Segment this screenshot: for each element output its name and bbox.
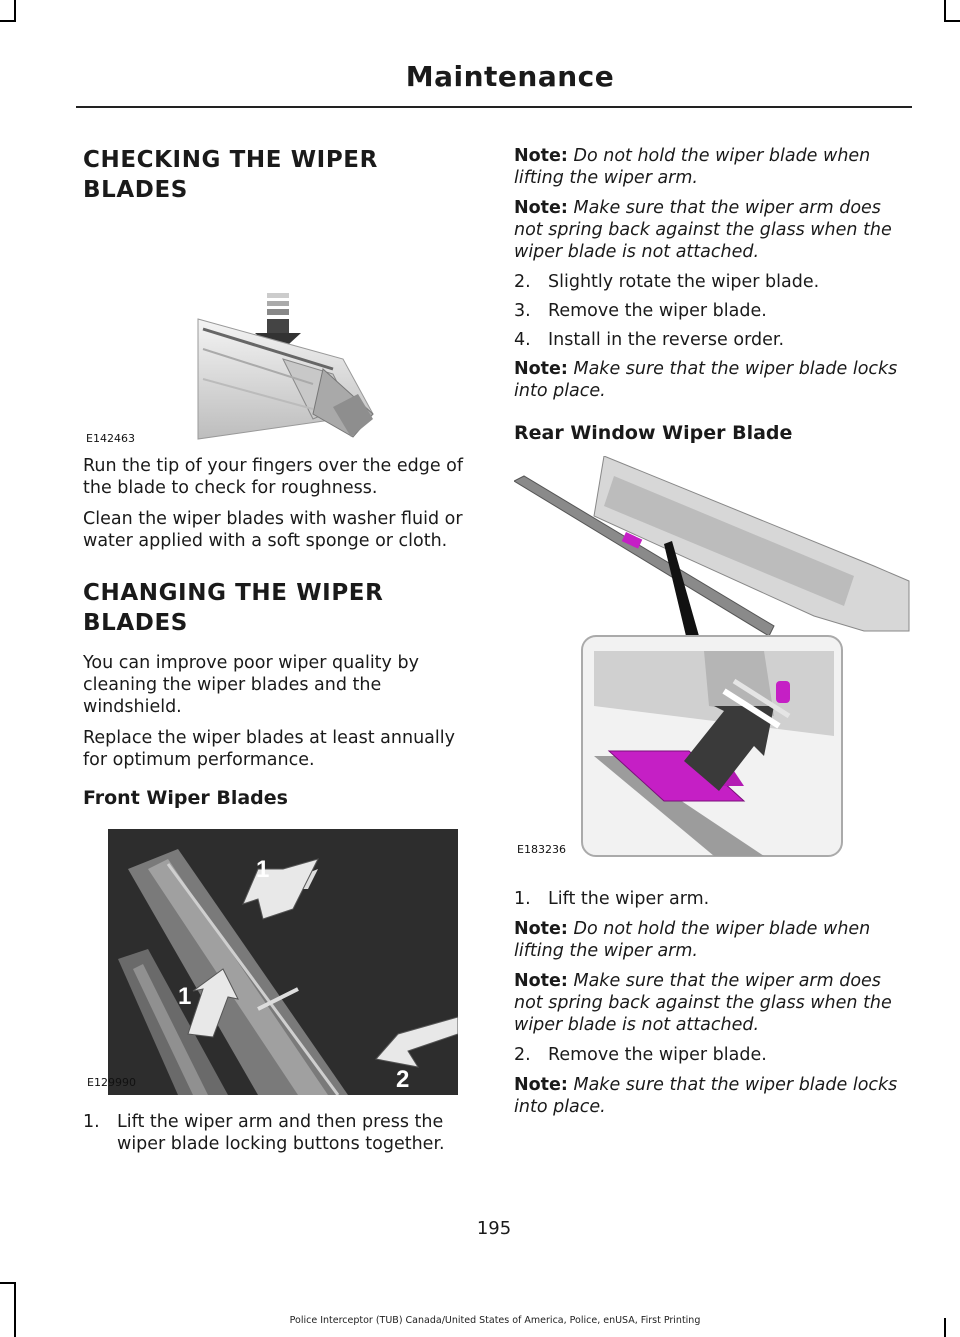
step-text: Lift the wiper arm and then press the wiper blade locking buttons together. [117, 1112, 445, 1154]
paragraph: Clean the wiper blades with washer fluid or water applied with a soft sponge or cloth. [83, 509, 463, 551]
step-text: Remove the wiper blade. [548, 1045, 767, 1065]
figure-code: E142463 [86, 432, 135, 445]
callout-number: 1 [256, 856, 270, 883]
step-number: 3. [514, 301, 531, 321]
paragraph: Run the tip of your fingers over the edge of the blade to check for roughness. [83, 456, 464, 498]
note [514, 197, 914, 263]
rear-wiper-illustration [514, 456, 914, 876]
step-item [514, 1044, 914, 1066]
callout-number: 1 [178, 983, 192, 1010]
figure-code: E183236 [517, 843, 566, 856]
note-text: Make sure that the wiper blade locks into place. [514, 359, 898, 401]
crop-mark [0, 1282, 16, 1284]
subheading-front-wiper: Front Wiper Blades [83, 787, 288, 809]
step-number: 1. [514, 889, 531, 909]
step-number: 2. [514, 272, 531, 292]
step-text: Lift the wiper arm. [548, 889, 710, 909]
note-text: Make sure that the wiper arm does not spring back against the glass when the wiper blade is not attached. [514, 971, 892, 1035]
note [514, 358, 914, 402]
note-label: Note: [514, 198, 568, 218]
note [514, 970, 914, 1036]
figure-code: E129990 [87, 1076, 136, 1089]
step-item [514, 271, 914, 293]
note-text: Do not hold the wiper blade when lifting the wiper arm. [514, 146, 871, 188]
figure-rear-wiper [514, 456, 914, 876]
step-text: Remove the wiper blade. [548, 301, 767, 321]
page-footer: Police Interceptor (TUB) Canada/United States of America, Police, enUSA, First Printing [289, 1315, 701, 1326]
note [514, 1074, 914, 1118]
crop-mark [944, 0, 946, 22]
step-number: 2. [514, 1045, 531, 1065]
note-text: Do not hold the wiper blade when lifting the wiper arm. [514, 919, 871, 961]
step-number: 1. [83, 1112, 100, 1132]
crop-mark [0, 20, 16, 22]
figure-front-wiper [87, 829, 458, 1095]
note-text: Make sure that the wiper arm does not spring back against the glass when the wiper blade is not attached. [514, 198, 892, 262]
note-label: Note: [514, 919, 568, 939]
page-number: 195 [476, 1218, 512, 1239]
note-label: Note: [514, 1075, 568, 1095]
page-header-title: Maintenance [405, 60, 615, 93]
step-item [514, 300, 914, 322]
note-label: Note: [514, 146, 568, 166]
step-item [514, 888, 914, 910]
paragraph: You can improve poor wiper quality by cleaning the wiper blades and the windshield. [83, 653, 419, 717]
left-column [83, 145, 478, 1155]
note-label: Note: [514, 971, 568, 991]
step-text: Slightly rotate the wiper blade. [548, 272, 820, 292]
figure-blade-check [83, 209, 478, 459]
right-column [514, 145, 914, 1118]
crop-mark [14, 1282, 16, 1337]
crop-mark [14, 0, 16, 22]
note-label: Note: [514, 359, 568, 379]
callout-number: 2 [396, 1066, 410, 1093]
note-text: Make sure that the wiper blade locks into place. [514, 1075, 898, 1117]
subheading-rear-wiper: Rear Window Wiper Blade [514, 422, 793, 444]
note [514, 918, 914, 962]
step-text: Install in the reverse order. [548, 330, 785, 350]
section-title-checking: CHECKING THE WIPER BLADES [83, 147, 378, 203]
step-item [514, 329, 914, 351]
wiper-blade-illustration [83, 209, 478, 444]
section-title-changing: CHANGING THE WIPER BLADES [83, 580, 384, 636]
crop-mark [944, 20, 960, 22]
header-divider [76, 106, 912, 108]
step-item [83, 1111, 478, 1155]
front-wiper-illustration [108, 829, 458, 1095]
step-number: 4. [514, 330, 531, 350]
paragraph: Replace the wiper blades at least annually for optimum performance. [83, 728, 455, 770]
note [514, 145, 914, 189]
